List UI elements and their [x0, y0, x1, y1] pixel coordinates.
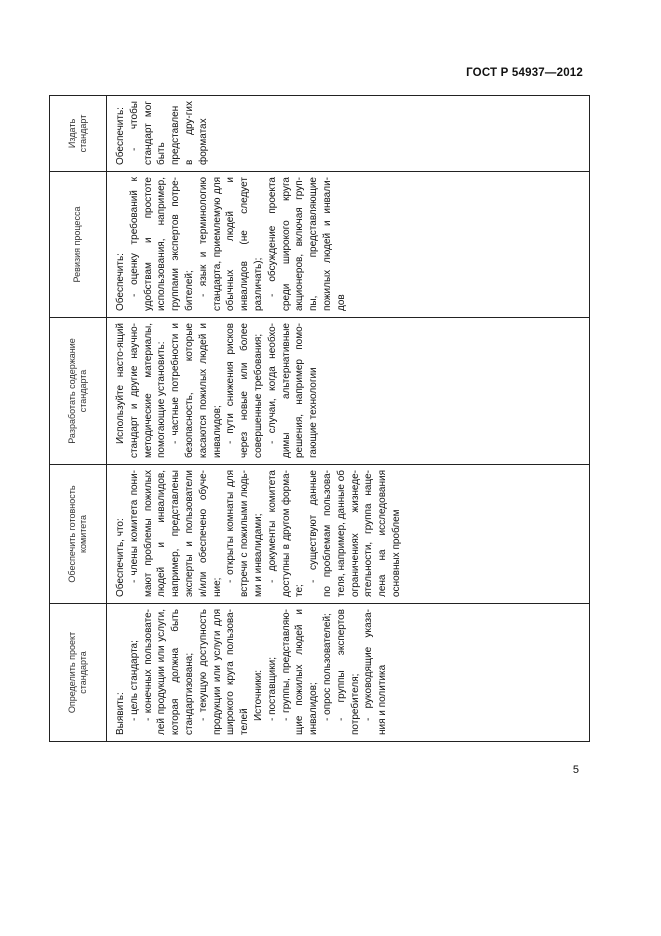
- header-define-project: Определить проект стандарта: [50, 604, 107, 742]
- cell-line: - оценку требований к удобствам и простоте использования, например, группами экспертов потре-бителей;: [128, 177, 195, 311]
- page-number: 5: [572, 764, 579, 776]
- header-committee-readiness: Обеспечить готовность комитета: [50, 465, 107, 604]
- cell-line: Обеспечить:: [115, 253, 126, 311]
- cell-develop-content: [107, 318, 590, 465]
- cell-process-revision: [107, 172, 590, 318]
- cell-line: - текущую доступность продукции или услуги для широкого круга пользова-телей: [197, 609, 251, 735]
- cell-line: Источники:: [252, 669, 264, 721]
- cell-publish-standard: [107, 96, 590, 172]
- cell-line: - члены комитета пони-мают проблемы пожилых людей и инвалидов, например, представлены эксперты и пользователи и/или обеспечено обуче-ние;: [128, 470, 223, 597]
- document-header: ГОСТ Р 54937—2012: [466, 67, 583, 79]
- table-header-row: [50, 96, 107, 742]
- cell-line: - частные потребности и безопасность, которые касаются пожилых людей и инвалидов;: [170, 323, 223, 458]
- cell-line: - документы комитета доступны в другом форма-те;: [266, 470, 306, 597]
- cell-line: - группы экспертов потребителя;: [335, 609, 361, 735]
- cell-line: - чтобы стандарт мог быть представлен в дру-гих форматах: [128, 101, 209, 165]
- cell-line: - конечных пользовате-лей продукции или услуги, которая должна быть стандартизована;: [142, 609, 195, 735]
- cell-line: - руководящие указа-ния и политика: [363, 609, 389, 735]
- cell-line: - язык и терминологию стандарта, приемлемую для обычных людей и инвалидов (не следует различать);: [197, 177, 264, 311]
- cell-line: - открыты комнаты для встречи с пожилыми людь-ми и инвалидами;: [225, 470, 264, 597]
- cell-line: - обсуждение проекта среди широкого круга акционеров, включая груп-пы, представляющие пожилых людей и инвали-дов: [266, 177, 347, 311]
- cell-line: - цель стандарта;: [128, 640, 140, 721]
- header-process-revision: Ревизия процесса: [50, 172, 107, 318]
- cell-line: - существуют данные по проблемам пользова-теля, например, данные об ограничениях жизнеде-ятельности, группа наце-лена на исследования основных проблем: [308, 470, 402, 597]
- cell-line: Обеспечить, что:: [115, 518, 126, 597]
- table-frame: [49, 96, 590, 742]
- cell-line: - поставщики;: [266, 657, 278, 721]
- cell-define-project: [107, 604, 590, 742]
- cell-line: - пути снижения рисков через новые или более совершенные требования;: [225, 323, 264, 458]
- cell-line: Выявить:: [115, 692, 126, 735]
- header-publish-standard: Издать стандарт: [50, 96, 107, 172]
- header-develop-content: Разработать содержание стандарта: [50, 318, 107, 465]
- rotated-table-container: [49, 96, 590, 742]
- standard-process-table: [49, 95, 590, 742]
- cell-committee-readiness: [107, 465, 590, 604]
- cell-line: - опрос пользователей;: [321, 613, 333, 721]
- cell-line: Используйте насто-ящий стандарт и другие научно-методические материалы, помогающие установить:: [115, 323, 168, 458]
- table-body-row: [107, 96, 590, 742]
- cell-line: - группы, представляю-щие пожилых людей и инвалидов;: [280, 609, 320, 735]
- cell-line: Обеспечить:: [115, 107, 126, 165]
- cell-line: - случаи, когда необхо-димы альтернативные решения, например помо-гающие технологии: [266, 323, 320, 458]
